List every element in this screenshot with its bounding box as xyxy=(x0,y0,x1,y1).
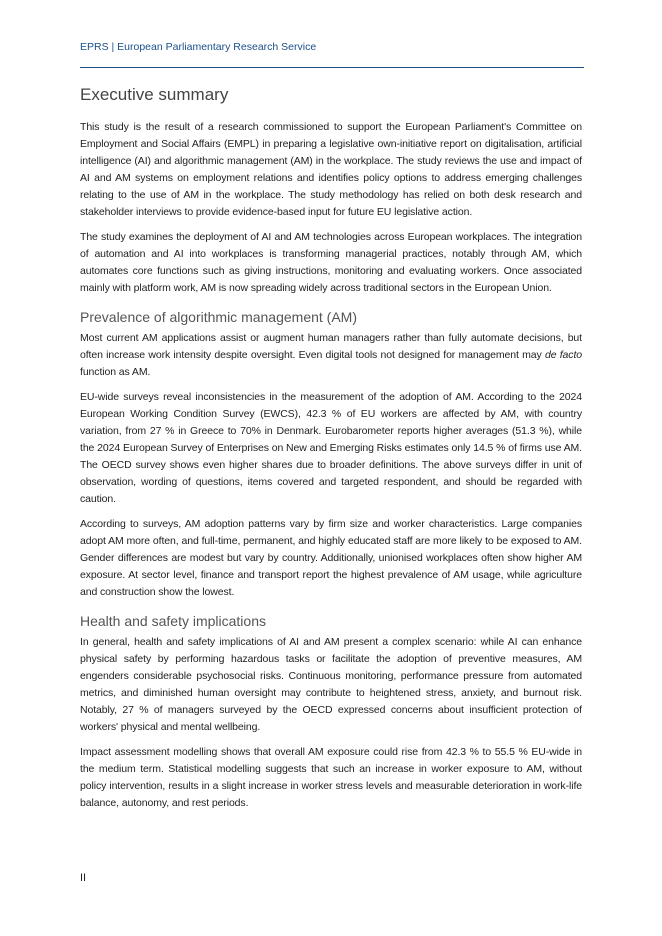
running-header: EPRS | European Parliamentary Research Service xyxy=(80,41,317,53)
section-heading-prevalence: Prevalence of algorithmic management (AM) xyxy=(80,309,358,325)
intro-paragraph-2: The study examines the deployment of AI and AM technologies across European workplaces. The integration of automation and AI into workplaces is transforming managerial practices, notably through AM, which automates core functions such as giving instructions, monitoring and evaluating workers. Once associated mainly with platform work, AM is now spreading widely across traditional sectors in the European Union. xyxy=(80,231,582,294)
prevalence-p1-italic: de facto xyxy=(544,349,583,361)
prevalence-p1-text: Most current AM applications assist or augment human managers rather than fully automate decisions, but often increase work intensity despite oversight. Even digital tools not designed for management may xyxy=(80,332,582,361)
health-paragraph-2: Impact assessment modelling shows that overall AM exposure could rise from 42.3 % to 55.5 % EU-wide in the medium term. Statistical modelling suggests that such an increase in worker exposure to AM, without policy intervention, results in a slight increase in worker stress levels and measurable deterioration in work-life balance, autonomy, and rest periods. xyxy=(80,746,582,809)
page-number: II xyxy=(80,872,87,884)
health-paragraph-1: In general, health and safety implications of AI and AM present a complex scenario: while AI can enhance physical safety by performing hazardous tasks or facilitate the adoption of preventive measures, AM engenders considerable psychosocial risks. Continuous monitoring, performance pressure from automated metrics, and diminished human oversight may contribute to heightened stress, anxiety, and burnout risk. Notably, 27 % of managers surveyed by the OECD expressed concerns about insufficient protection of workers' physical and mental wellbeing. xyxy=(80,636,582,733)
prevalence-paragraph-3: According to surveys, AM adoption patterns vary by firm size and worker characteristics. Large companies adopt AM more often, and full-time, permanent, and highly educated staff are more likely to be exposed to AM. Gender differences are modest but vary by country. Additionally, unionised workplaces often show higher AM exposure. At sector level, finance and transport report the highest prevalence of AM usage, while agriculture and construction show the lowest. xyxy=(80,518,582,598)
intro-paragraph-1: This study is the result of a research commissioned to support the European Parliament's Committee on Employment and Social Affairs (EMPL) in preparing a legislative own-initiative report on digitalisation, artificial intelligence (AI) and algorithmic management (AM) in the workplace. The study reviews the use and impact of AI and AM systems on employment relations and identifies policy options to address emerging challenges relating to the use of AM in the workplace. The study methodology has relied on both desk research and stakeholder interviews to provide evidence-based input for future EU legislative action. xyxy=(80,121,582,218)
section-heading-health-safety: Health and safety implications xyxy=(80,613,266,629)
page-title: Executive summary xyxy=(80,85,229,104)
prevalence-p1-tail: function as AM. xyxy=(80,366,151,378)
prevalence-paragraph-1 xyxy=(80,330,582,381)
main-content xyxy=(80,82,582,820)
header-divider xyxy=(80,67,584,68)
prevalence-paragraph-2: EU-wide surveys reveal inconsistencies in the measurement of the adoption of AM. According to the 2024 European Working Condition Survey (EWCS), 42.3 % of EU workers are affected by AM, with country variation, from 27 % in Greece to 70% in Denmark. Eurobarometer reports higher averages (51.3 %), while the 2024 European Survey of Enterprises on New and Emerging Risks estimates only 14.5 % of firms use AM. The OECD survey shows even higher shares due to broader definitions. The above surveys differ in unit of observation, wording of questions, items covered and targeted respondent, and should be regarded with caution. xyxy=(80,391,582,505)
